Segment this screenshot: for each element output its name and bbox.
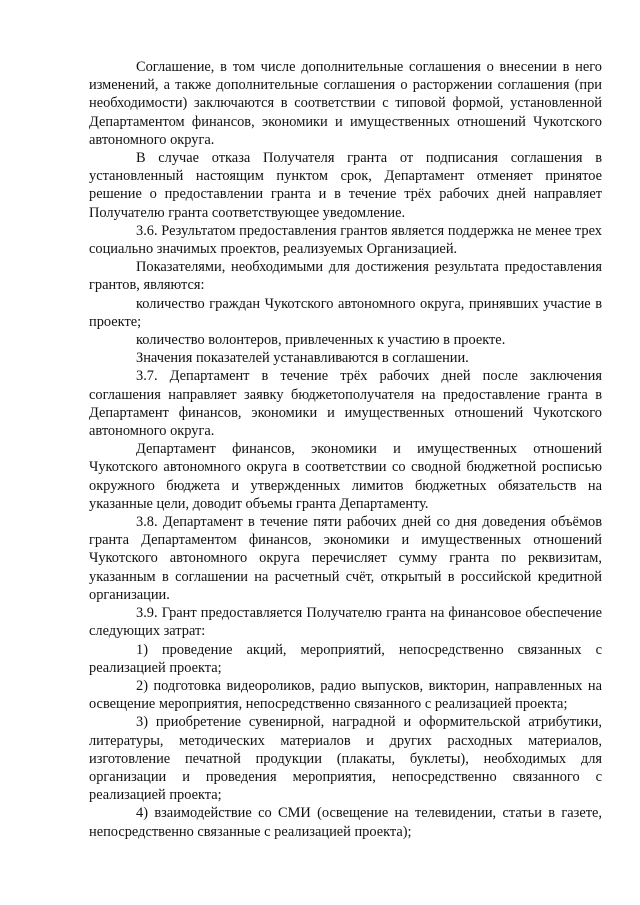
paragraph-refusal: В случае отказа Получателя гранта от подписания соглашения в установленный настоящим пунктом срок, Департамент отменяет принятое решение о предоставлении гранта и в течение трёх рабочих дней направляет Получателю гранта соответствующее уведомление.	[89, 150, 602, 221]
paragraph-3-6: 3.6. Результатом предоставления грантов является поддержка не менее трех социально значимых проектов, реализуемых Организацией.	[89, 222, 602, 258]
paragraph-3-9: 3.9. Грант предоставляется Получателю гранта на финансовое обеспечение следующих затрат:	[89, 605, 602, 640]
paragraph-finance-department: Департамент финансов, экономики и имущественных отношений Чукотского автономного округа в соответствии со сводной бюджетной росписью окружного бюджета и утвержденных лимитов бюджетных обязательств на указанные цели, доводит объемы гранта Департаменту.	[89, 441, 602, 512]
paragraph-indicator-citizens: количество граждан Чукотского автономного округа, принявших участие в проекте;	[89, 295, 602, 330]
paragraph-3-7: 3.7. Департамент в течение трёх рабочих дней после заключения соглашения направляет заявку бюджетополучателя на предоставление гранта в Департамент финансов, экономики и имущественных отношений Чукотского автономного округа.	[89, 368, 602, 440]
list-item-4: 4) взаимодействие со СМИ (освещение на телевидении, статьи в газете, непосредственно связанные с реализацией проекта);	[89, 805, 602, 840]
list-item-3: 3) приобретение сувенирной, наградной и оформительской атрибутики, литературы, методических материалов и других расходных материалов, изготовление печатной продукции (плакаты, буклеты), необходимых для организации и проведения мероприятия, непосредственно связанного с реализацией проекта;	[89, 714, 602, 804]
document-page	[89, 58, 602, 841]
paragraph-indicator-values: Значения показателей устанавливаются в соглашении.	[136, 350, 469, 367]
paragraph-3-8: 3.8. Департамент в течение пяти рабочих дней со дня доведения объёмов гранта Департаментом финансов, экономики и имущественных отношений Чукотского автономного округа перечисляет сумму гранта по реквизитам, указанным в соглашении на расчетный счёт, открытый в российской кредитной организации.	[89, 514, 602, 603]
paragraph-indicators: Показателями, необходимыми для достижения результата предоставления грантов, являются:	[89, 259, 602, 294]
paragraph-indicator-volunteers: количество волонтеров, привлеченных к участию в проекте.	[136, 332, 506, 349]
list-item-1: 1) проведение акций, мероприятий, непосредственно связанных с реализацией проекта;	[89, 641, 602, 676]
list-item-2: 2) подготовка видеороликов, радио выпусков, викторин, направленных на освещение мероприятия, непосредственно связанного с реализацией проекта;	[89, 677, 602, 713]
paragraph-agreement: Соглашение, в том числе дополнительные соглашения о внесении в него изменений, а также дополнительные соглашения о расторжении соглашения (при необходимости) заключаются в соответствии с типовой формой, установленной Департаментом финансов, экономики и имущественных отношений Чукотского автономного округа.	[89, 59, 602, 148]
